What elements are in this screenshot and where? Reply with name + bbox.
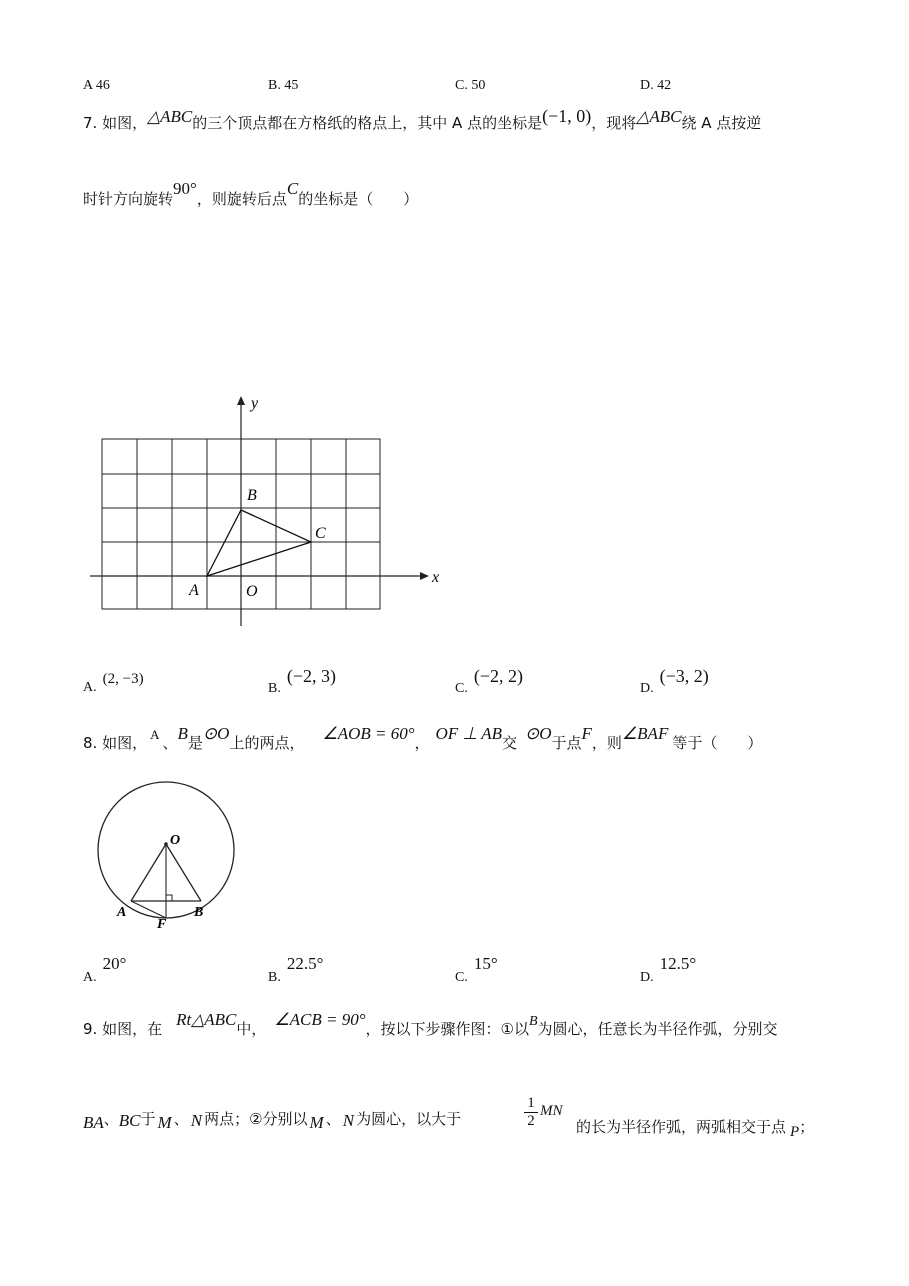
q8-option-a-letter: A. — [83, 970, 97, 985]
q7-grid-figure — [80, 390, 450, 630]
q8-text2: 于点 — [551, 734, 582, 752]
q9-stem-line2 — [83, 1108, 462, 1132]
q7-option-c-value: (−2, 2) — [473, 666, 523, 686]
q7-option-b — [268, 666, 336, 696]
q7-text2: ，现将 — [591, 114, 637, 132]
label-o: O — [246, 583, 258, 600]
q9-stem-line2-tail — [540, 1100, 563, 1120]
q9-t1: 于 — [140, 1110, 156, 1128]
q8-cond2: OF ⊥ AB — [435, 724, 502, 743]
q9-text1: ，按以下步骤作图：①以 — [365, 1020, 529, 1038]
q6-option-a: A 46 — [83, 78, 110, 93]
q8-ask: ∠BAF — [621, 724, 669, 743]
q7-option-a-letter: A. — [83, 680, 97, 695]
q8-is: 是 — [187, 734, 203, 752]
q8-text4: 等于（ ） — [672, 734, 763, 752]
q9-m: M — [157, 1113, 172, 1132]
q7-option-b-letter: B. — [268, 681, 281, 696]
q7-option-c-letter: C. — [455, 681, 468, 696]
q6-option-c: C. 50 — [455, 78, 486, 93]
label-b: B — [247, 487, 257, 504]
q7-stem-line2 — [83, 179, 419, 209]
q7-point-c: C — [286, 179, 299, 198]
label-c: C — [315, 525, 326, 542]
q9-s2: 、 — [173, 1110, 189, 1128]
q7-line2a: 时针方向旋转 — [83, 190, 174, 208]
q8-number: 8. 如图， — [83, 734, 148, 752]
q9-n2: N — [342, 1111, 355, 1130]
q7-triangle2: △ABC — [636, 107, 682, 126]
q8-text1: 上的两点， — [229, 734, 305, 752]
q7-number: 7. 如图， — [83, 114, 148, 132]
q8-point-a: A — [150, 727, 160, 742]
q8-sep: 、 — [162, 734, 178, 752]
q9-zhong: 中， — [236, 1020, 267, 1038]
q7-line2c: 的坐标是（ ） — [298, 190, 419, 208]
label-o: O — [170, 833, 181, 848]
q8-comma: ， — [414, 734, 430, 752]
q9-frac-num: 1 — [527, 1095, 535, 1111]
q8-stem — [83, 724, 763, 753]
q7-stem-line1 — [83, 106, 762, 133]
q8-option-c-letter: C. — [455, 970, 468, 985]
q8-option-a-value: 20° — [102, 954, 127, 973]
x-axis-arrow — [420, 572, 429, 580]
q9-t2: 两点；②分别以 — [204, 1110, 308, 1128]
q8-circle: ⊙O — [202, 724, 230, 743]
q7-option-b-value: (−2, 3) — [286, 666, 336, 686]
center-dot — [164, 842, 168, 846]
q8-cond1: ∠AOB = 60° — [322, 724, 415, 743]
q7-option-a-value: (2, −3) — [102, 671, 144, 687]
triangle-abc — [207, 510, 311, 576]
q9-s1: 、 — [103, 1110, 119, 1128]
q9-text2: 为圆心，任意长为半径作弧，分别交 — [537, 1020, 778, 1038]
q8-jiao: 交 — [501, 734, 517, 752]
q9-number: 9. 如图，在 — [83, 1020, 163, 1038]
q8-option-c — [455, 954, 498, 985]
q6-option-b: B. 45 — [268, 78, 299, 93]
q9-end: ； — [799, 1118, 815, 1136]
label-a: A — [189, 582, 199, 599]
q8-option-a — [83, 954, 127, 985]
q8-option-d-value: 12.5° — [659, 954, 697, 973]
q9-mn: MN — [540, 1103, 563, 1119]
q7-option-d — [640, 666, 709, 696]
q7-option-d-value: (−3, 2) — [659, 666, 709, 686]
q9-n: N — [190, 1111, 203, 1130]
q9-m2: M — [309, 1113, 324, 1132]
q9-seg-ba: BA — [83, 1113, 104, 1132]
label-y: y — [251, 395, 259, 412]
q8-text3: ，则 — [591, 734, 622, 752]
label-f: F — [157, 917, 167, 932]
q8-option-d-letter: D. — [640, 970, 654, 985]
q8-option-b — [268, 954, 324, 985]
q7-option-a — [83, 668, 144, 695]
q9-seg-bc: BC — [118, 1111, 141, 1130]
q9-stem-line2-end — [576, 1116, 815, 1140]
q9-fraction — [524, 1095, 538, 1130]
q8-circle2: ⊙O — [524, 724, 552, 743]
q8-circle-figure — [90, 770, 250, 940]
right-angle-mark — [166, 895, 172, 901]
q9-stem-line1 — [83, 1010, 778, 1039]
q7-line2b: ，则旋转后点 — [196, 190, 287, 208]
q9-p: P — [790, 1124, 800, 1140]
q8-option-b-letter: B. — [268, 970, 281, 985]
segment-oa — [131, 844, 166, 901]
label-x: x — [432, 569, 440, 586]
q8-point-f: F — [581, 724, 592, 743]
q8-option-d — [640, 954, 697, 985]
q7-option-c — [455, 666, 523, 696]
q8-option-c-value: 15° — [473, 954, 498, 973]
q8-option-b-value: 22.5° — [286, 954, 324, 973]
q7-option-d-letter: D. — [640, 681, 654, 696]
q7-text1: 的三个顶点都在方格纸的格点上，其中 A 点的坐标是 — [192, 114, 543, 132]
q7-coord-a: (−1, 0) — [542, 106, 592, 126]
segment-ob — [166, 844, 201, 901]
q6-option-d: D. 42 — [640, 78, 672, 93]
q7-triangle: △ABC — [147, 107, 193, 126]
q8-point-b: B — [177, 724, 188, 743]
q9-point-b: B — [528, 1014, 538, 1029]
label-a: A — [117, 905, 127, 920]
q9-cond: ∠ACB = 90° — [274, 1010, 366, 1029]
q9-t4: 的长为半径作弧，两弧相交于点 — [576, 1118, 787, 1136]
q9-t3: 为圆心，以大于 — [356, 1110, 462, 1128]
q9-s3: 、 — [325, 1110, 341, 1128]
y-axis-arrow — [237, 396, 245, 405]
q7-angle: 90° — [173, 179, 197, 198]
q9-triangle: Rt△ABC — [176, 1010, 237, 1029]
q7-text3: 绕 A 点按逆 — [681, 114, 762, 132]
label-b: B — [194, 905, 204, 920]
q9-frac-den: 2 — [527, 1113, 535, 1129]
